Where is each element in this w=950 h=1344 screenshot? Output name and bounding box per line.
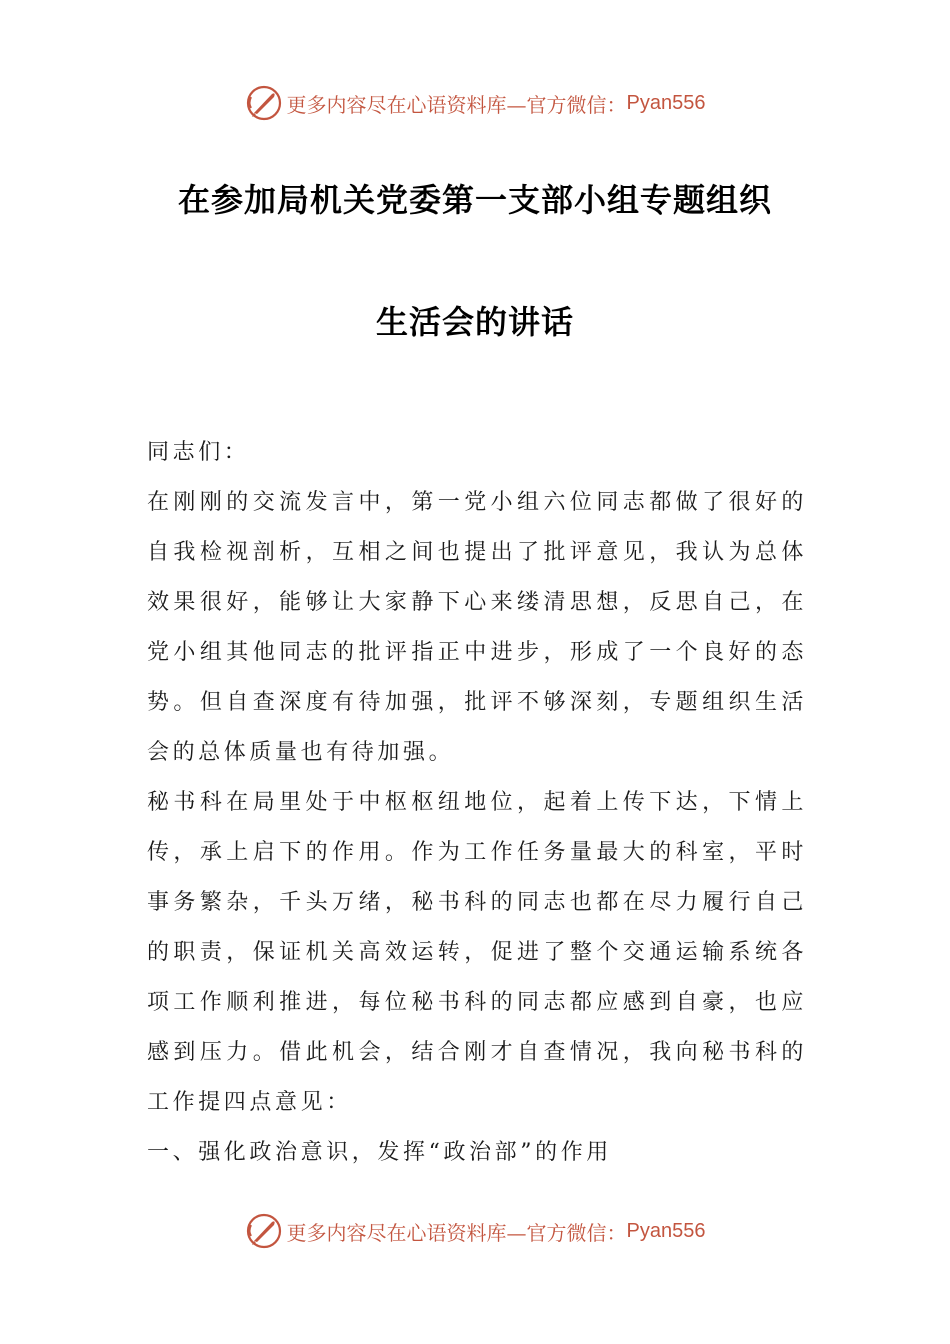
- document-title-line-1: 在参加局机关党委第一支部小组专题组织: [177, 181, 772, 219]
- document-body: [147, 428, 807, 1178]
- footer-banner: [0, 1211, 950, 1251]
- body-paragraph: 在刚刚的交流发言中，第一党小组六位同志都做了很好的自我检视剖析，互相之间也提出了批评意见，我认为总体效果很好，能够让大家静下心来缕清思想，反思自己，在党小组其他同志的批评指正中进步，形成了一个良好的态势。但自查深度有待加强，批评不够深刻，专题组织生活会的总体质量也有待加强。: [147, 490, 807, 765]
- header-banner: [0, 83, 950, 123]
- body-paragraph: 秘书科在局里处于中枢枢纽地位，起着上传下达，下情上传，承上启下的作用。作为工作任务量最大的科室，平时事务繁杂，千头万绪，秘书科的同志也都在尽力履行自己的职责，保证机关高效运转，促进了整个交通运输系统各项工作顺利推进，每位秘书科的同志都应感到自豪，也应感到压力。借此机会，结合刚才自查情况，我向秘书科的工作提四点意见：: [147, 790, 807, 1115]
- document-title-line-2: 生活会的讲话: [375, 303, 574, 341]
- footer-wechat-id: Pyan556: [626, 1219, 706, 1242]
- header-banner-text: 更多内容尽在心语资料库—官方微信：: [286, 92, 627, 117]
- salutation: 同志们：: [147, 440, 250, 465]
- footer-banner-text: 更多内容尽在心语资料库—官方微信：: [286, 1220, 627, 1245]
- quill-logo-icon: [245, 84, 283, 122]
- header-wechat-id: Pyan556: [626, 91, 706, 114]
- section-heading: 一、强化政治意识，发挥“政治部”的作用: [147, 1140, 612, 1165]
- quill-logo-icon: [245, 1212, 283, 1250]
